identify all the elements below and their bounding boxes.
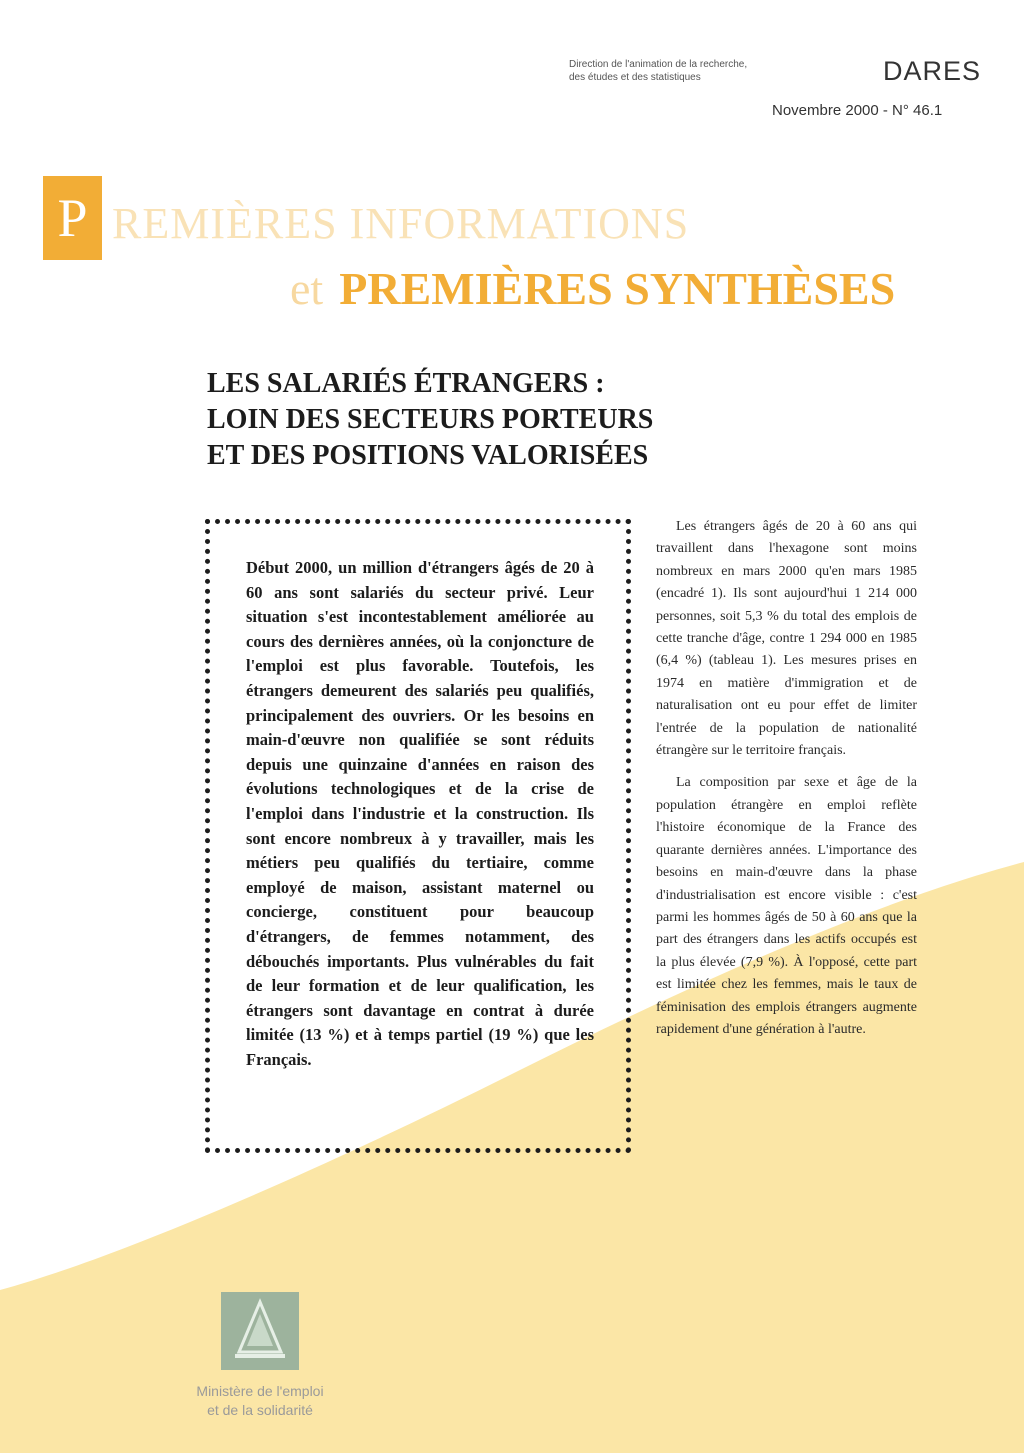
abstract-text: Début 2000, un million d'étrangers âgés de 20 à 60 ans sont salariés du secteur privé. Leur situation s'est incontestablement améliorée au cours des dernières années, où la conjoncture de l'emploi est plus favorable. Toutefois, les étrangers demeurent des salariés peu qualifiés, principalement des ouvriers. Or les besoins en main-d'œuvre non qualifiée se sont réduits depuis une quinzaine d'années en raison des évolutions technologiques et de la crise de l'emploi dans l'industrie et la construction. Ils sont encore nombreux à y travailler, mais les métiers peu qualifiés du tertiaire, comme employé de maison, assistant maternel ou concierge, constituent pour beaucoup d'étrangers, de femmes notamment, des débouchés importants. Plus vulnérables du fait de leur formation et de leur qualification, les étrangers sont davantage en contrat à durée limitée (13 %) et à temps partiel (19 %) que les Français. bbox=[246, 558, 594, 1069]
body-paragraph-2: La composition par sexe et âge de la population étrangère en emploi reflète l'histoire économique de la France des quarante dernières années. L'importance des besoins en main-d'œuvre dans la phase d'industrialisation est encore visible : c'est parmi les hommes âgés de 50 à 60 ans que la part des étrangers dans les actifs occupés est la plus élevée (7,9 %). À l'opposé, cette part est limitée chez les femmes, mais le taux de féminisation des emplois étrangers augmente rapidement d'une génération à l'autre. bbox=[656, 775, 917, 1037]
org-line-2: des études et des statistiques bbox=[569, 72, 701, 83]
masthead-line-2 bbox=[290, 262, 895, 315]
issue-number: Novembre 2000 - N° 46.1 bbox=[772, 102, 943, 119]
headline-line-2: LOIN DES SECTEURS PORTEURS bbox=[207, 404, 654, 435]
headline-line-3: ET DES POSITIONS VALORISÉES bbox=[207, 440, 649, 471]
masthead-syntheses: PREMIÈRES SYNTHÈSES bbox=[339, 263, 896, 314]
ministry-line-2: et de la solidarité bbox=[207, 1402, 313, 1418]
brand-dares: DARES bbox=[883, 56, 982, 86]
ministry-logo-icon bbox=[221, 1292, 299, 1370]
article-headline bbox=[207, 366, 807, 474]
body-column bbox=[656, 516, 917, 1051]
ministry-line-1: Ministère de l'emploi bbox=[196, 1383, 324, 1399]
headline-line-1: LES SALARIÉS ÉTRANGERS : bbox=[207, 368, 605, 399]
body-paragraph-1: Les étrangers âgés de 20 à 60 ans qui travaillent dans l'hexagone sont moins nombreux en mars 2000 qu'en mars 1985 (encadré 1). Ils sont aujourd'hui 1 214 000 personnes, soit 5,3 % du total des emplois de cette tranche d'âge, contre 1 294 000 en 1985 (6,4 %) (tableau 1). Les mesures prises en 1974 en matière d'immigration et de naturalisation ont eu pour effet de limiter l'entrée de la population de nationalité étrangère sur le territoire français. bbox=[656, 519, 917, 759]
org-line-1: Direction de l'animation de la recherche, bbox=[569, 59, 748, 70]
masthead-line-1: REMIÈRES INFORMATIONS bbox=[112, 199, 690, 248]
masthead-initial-block: P bbox=[43, 176, 102, 260]
masthead-et: et bbox=[290, 263, 324, 314]
ministry-logo bbox=[221, 1292, 299, 1370]
header-organization bbox=[569, 58, 829, 84]
ministry-name bbox=[170, 1382, 350, 1420]
